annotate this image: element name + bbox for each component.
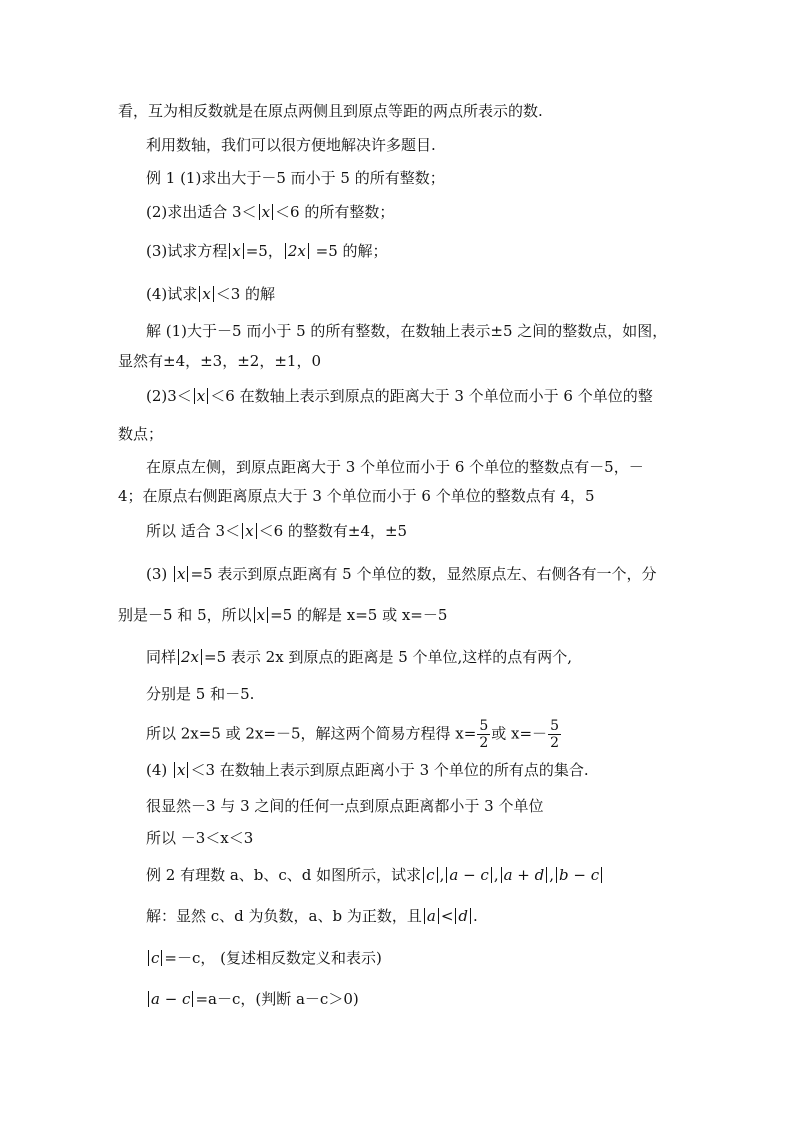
fraction: [477, 718, 490, 751]
text-line-2: 利用数轴，我们可以很方便地解决许多题目.: [146, 136, 436, 154]
text-segment: =5，: [245, 242, 283, 260]
text-segment: (3): [146, 565, 173, 583]
text-segment: <: [440, 907, 454, 925]
text-segment: 同样: [146, 648, 177, 666]
text-segment: ,: [493, 866, 499, 884]
abs-value: x: [194, 388, 208, 404]
text-line-left-side: 在原点左侧，到原点距离大于 3 个单位而小于 6 个单位的整数点有－5，－: [146, 458, 644, 476]
text-line-1: 看，互为相反数就是在原点两侧且到原点等距的两点所表示的数.: [118, 102, 543, 120]
abs-value: 2x: [178, 649, 202, 665]
abs-value: x: [254, 607, 268, 623]
text-segment: .: [473, 907, 478, 925]
text-segment: 或 x=－: [491, 724, 548, 743]
text-segment: ,: [549, 866, 555, 884]
similar-case: [146, 647, 572, 667]
text-segment: 例 2 有理数 a、b、c、d 如图所示，试求: [146, 866, 422, 884]
solution-part-3: [146, 564, 656, 584]
example-1-part-3: [146, 241, 388, 261]
example-2-heading: [146, 865, 604, 885]
similar-case-result: 分别是 5 和－5.: [146, 685, 255, 703]
fraction-denominator: 2: [479, 735, 489, 751]
abs-value: x: [174, 566, 188, 582]
example-1-part-2: [146, 202, 394, 222]
text-segment: 别是－5 和 5，所以: [118, 606, 252, 624]
abs-value: b − c: [556, 867, 602, 883]
abs-value: a: [424, 908, 439, 924]
text-segment: =5 表示到原点距离有 5 个单位的数，显然原点左、右侧各有一个，分: [190, 565, 657, 583]
solution-part-2-cont: 数点；: [118, 425, 164, 443]
solution-part-2: [146, 386, 653, 406]
fraction-denominator: 2: [550, 735, 559, 751]
abs-value: a + d: [501, 867, 548, 883]
text-segment: ＜3 在数轴上表示到原点距离小于 3 个单位的所有点的集合.: [190, 761, 589, 779]
text-segment: (2)求出适合 3＜: [146, 203, 257, 221]
solution-part-4: [146, 760, 589, 780]
abs-value: x: [229, 243, 243, 259]
abs-value: a − c: [446, 867, 491, 883]
text-segment: (3)试求方程: [146, 242, 228, 260]
abs-value: 2x: [285, 243, 309, 259]
text-segment: ,: [439, 866, 445, 884]
solution-part-1: 解 (1)大于－5 而小于 5 的所有整数，在数轴上表示±5 之间的整数点，如图，: [146, 322, 668, 340]
text-segment: 所以 适合 3＜: [146, 522, 241, 540]
text-segment: 所以 2x=5 或 2x=－5，解这两个简易方程得 x=: [146, 724, 477, 743]
abs-c-line: [146, 948, 382, 968]
fraction-numerator: 5: [479, 718, 489, 734]
abs-value: a − c: [148, 991, 193, 1007]
abs-value: d: [455, 908, 471, 924]
text-segment: =－c， (复述相反数定义和表示): [164, 949, 382, 967]
text-segment: =5 表示 2x 到原点的距离是 5 个单位,这样的点有两个,: [204, 648, 573, 666]
text-line-obvious: 很显然－3 与 3 之间的任何一点到原点距离都小于 3 个单位: [146, 797, 544, 815]
example-2-solution: [146, 906, 478, 926]
abs-a-minus-c-line: [146, 989, 359, 1009]
example-1-part-4: [146, 284, 275, 304]
text-segment: =5 的解；: [310, 242, 388, 260]
abs-value: c: [423, 867, 437, 883]
fraction: [548, 718, 561, 751]
text-segment: =a－c，(判断 a－c＞0): [195, 990, 359, 1008]
text-segment: 解：显然 c、d 为负数，a、b 为正数，且: [146, 907, 422, 925]
text-segment: (4): [146, 761, 173, 779]
text-segment: (4)试求: [146, 285, 198, 303]
text-segment: =5 的解是 x=5 或 x=－5: [270, 606, 448, 624]
fraction-numerator: 5: [550, 718, 559, 734]
text-line-conclusion: 所以 －3＜x＜3: [146, 829, 254, 847]
abs-value: x: [199, 286, 213, 302]
text-segment: ＜3 的解: [215, 285, 276, 303]
equation-solution: [146, 718, 562, 751]
example-1-heading: 例 1 (1)求出大于－5 而小于 5 的所有整数；: [146, 169, 445, 187]
text-segment: ＜6 的整数有±4，±5: [258, 522, 408, 540]
conclusion-part-2: [146, 521, 407, 541]
abs-value: x: [259, 204, 273, 220]
abs-value: x: [174, 762, 188, 778]
abs-value: c: [148, 950, 162, 966]
text-line-right-side: 4；在原点右侧距离原点大于 3 个单位而小于 6 个单位的整数点有 4，5: [118, 487, 595, 505]
abs-value: x: [242, 523, 256, 539]
text-segment: (2)3＜: [146, 387, 192, 405]
solution-part-1-cont: 显然有±4，±3，±2，±1，0: [118, 352, 321, 370]
text-segment: ＜6 在数轴上表示到原点的距离大于 3 个单位而小于 6 个单位的整: [210, 387, 653, 405]
text-segment: ＜6 的所有整数；: [275, 203, 395, 221]
solution-part-3-cont: [118, 605, 447, 625]
